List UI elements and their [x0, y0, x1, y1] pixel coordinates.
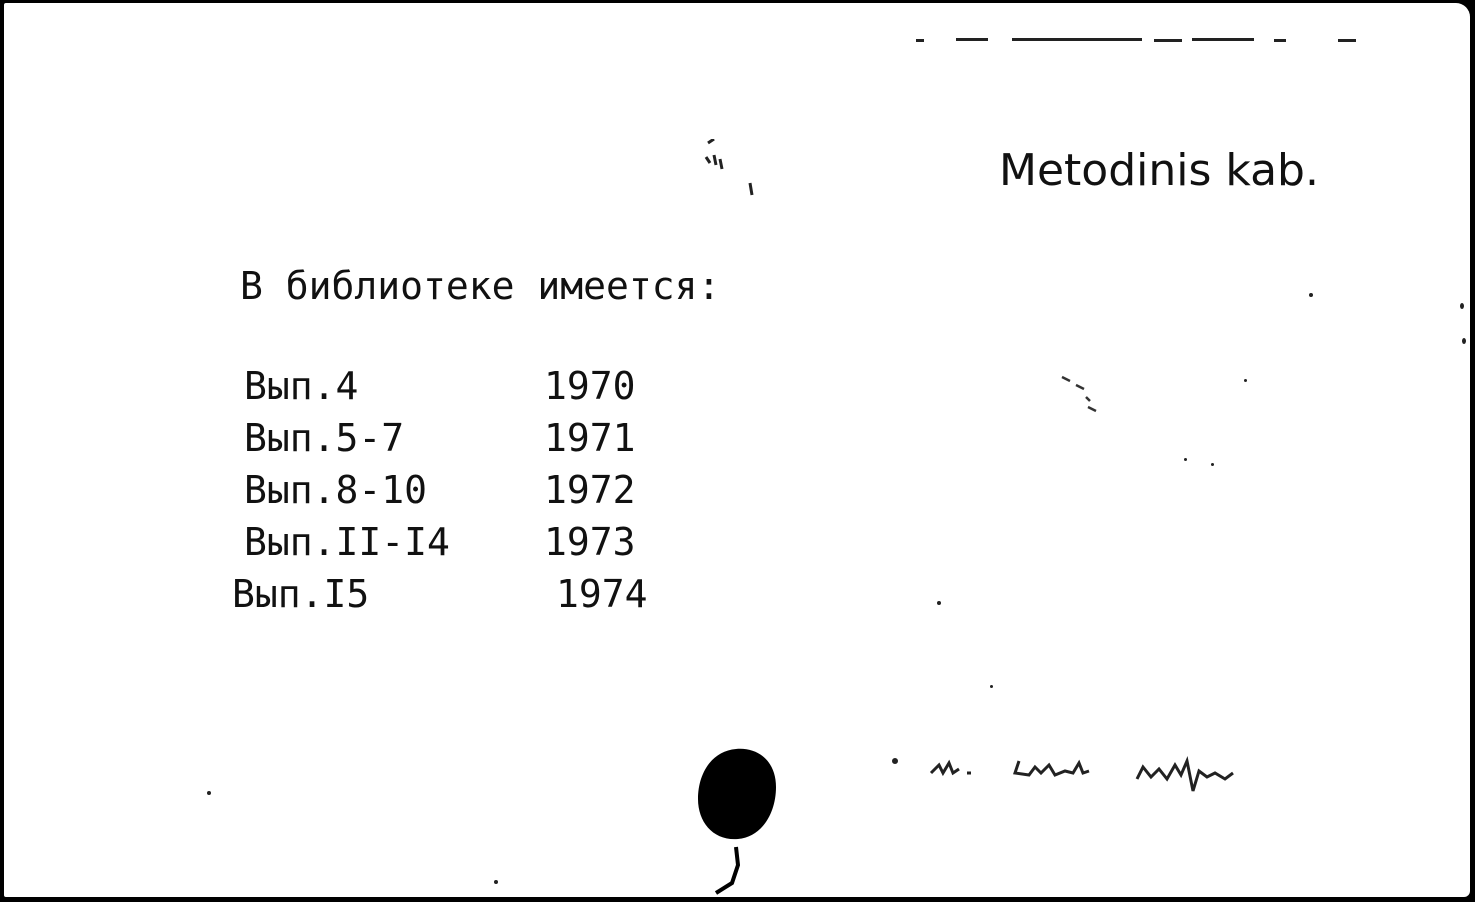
holding-year: 1972: [544, 468, 636, 512]
speck: [1211, 463, 1214, 466]
speck: [1184, 458, 1187, 461]
top-rule-dash: [1192, 38, 1254, 41]
holding-issue: Вып.5-7: [244, 416, 405, 460]
holding-year: 1974: [556, 572, 648, 616]
holding-issue: Вып.II-I4: [244, 520, 450, 564]
ink-smudge-icon: [704, 139, 774, 199]
speck: [494, 880, 498, 884]
catalog-card: [4, 3, 1470, 897]
top-rule-dash: [1154, 39, 1182, 42]
speck: [937, 601, 941, 605]
holding-issue: Вып.4: [244, 364, 359, 408]
punched-hole-icon: [696, 747, 780, 897]
top-rule-dash: [1338, 39, 1356, 42]
holding-issue: Вып.8-10: [244, 468, 428, 512]
speck: [1460, 303, 1464, 309]
top-rule-dash: [1012, 38, 1142, 41]
speck: [207, 791, 211, 795]
speck: [990, 685, 993, 688]
top-rule-dash: [1274, 39, 1286, 42]
faded-stamp-icon: [889, 751, 1239, 801]
speck: [1244, 379, 1247, 382]
top-rule-dash: [956, 38, 988, 41]
ink-smudge-icon: [1056, 371, 1106, 417]
speck: [1309, 293, 1313, 297]
cabinet-label: Metodinis kab.: [999, 145, 1319, 196]
holding-issue: Вып.I5: [232, 572, 370, 616]
holding-year: 1970: [544, 364, 636, 408]
holding-year: 1971: [544, 416, 636, 460]
top-rule-dash: [916, 39, 924, 42]
holding-year: 1973: [544, 520, 636, 564]
speck: [1462, 338, 1466, 344]
holdings-heading: В библиотеке имеется:: [240, 264, 721, 308]
